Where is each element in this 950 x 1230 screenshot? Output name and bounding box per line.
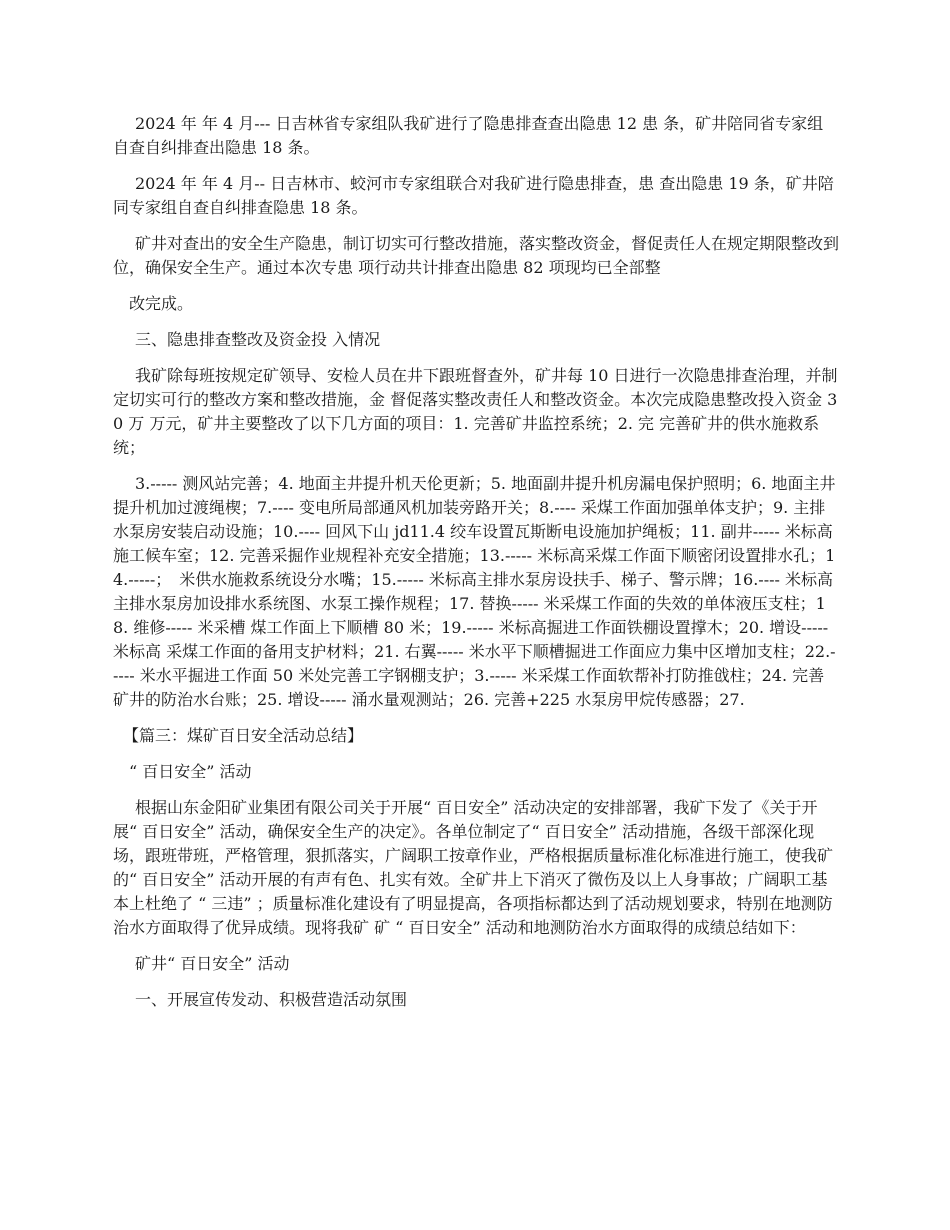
subtitle-mine-hundred-days: 矿井“ 百日安全” 活动 (135, 954, 290, 973)
document-body (113, 112, 839, 1012)
subtitle-hundred-days: “ 百日安全” 活动 (129, 762, 252, 781)
paragraph-rectification-completed: 改完成。 (129, 294, 194, 313)
paragraph-inspection-province: 2024 年 年 4 月--- 日吉林省专家组队我矿进行了隐患排查查出隐患 12 患 条，矿井陪同省专家组自查自纠排查出隐患 18 条。 (113, 114, 824, 157)
paragraph-rectification-items: 3.----- 测风站完善；4. 地面主井提升机天伦更新；5. 地面副井提升机房漏电保护照明；6. 地面主井提升机加过渡绳楔；7.---- 变电所局部通风机加装旁路开关；8.---- 采煤工作面加强单体支护；9. 主排水泵房安装启动设施；10.---- 回风下山 jd11.4 绞车设置瓦斯断电设施加护绳板；11. 副井----- 米标高施工候车室；12. 完善采掘作业规程补充安全措施；13.----- 米标高采煤工作面下顺密闭设置排水孔；14.-----； 米供水施救系统设分水嘴；15.----- 米标高主排水泵房设扶手、梯子、警示牌；16.---- 米标高主排水泵房加设排水系统图、水泵工操作规程；17. 替换----- 米采煤工作面的失效的单体液压支柱；18. 维修----- 米采槽 煤工作面上下顺槽 80 米；19.----- 米标高掘进工作面铁棚设置撑木；20. 增设----- 米标高 采煤工作面的备用支护材料；21. 右翼----- 米水平下顺槽掘进工作面应力集中区增加支柱；22.----- 米水平掘进工作面 50 米处完善工字钢棚支护；3.----- 米采煤工作面软帮补打防推戗柱；24. 完善矿井的防治水台账；25. 增设----- 涌水量观测站；26. 完善+225 水泵房甲烷传感器；27. (113, 474, 836, 709)
article-title-part-three: 【篇三：煤矿百日安全活动总结】 (123, 726, 364, 745)
section-heading-publicity: 一、开展宣传发动、积极营造活动氛围 (135, 990, 408, 1009)
section-heading-investment: 三、隐患排查整改及资金投 入情况 (135, 330, 381, 349)
paragraph-rectification-summary: 矿井对查出的安全生产隐患，制订切实可行整改措施，落实整改资金，督促责任人在规定期限整改到位，确保安全生产。通过本次专患 项行动共计排查出隐患 82 项现均已全部整 (113, 234, 840, 277)
paragraph-inspection-city: 2024 年 年 4 月-- 日吉林市、蛟河市专家组联合对我矿进行隐患排查，患 查出隐患 19 条，矿井陪同专家组自查自纠排查隐患 18 条。 (113, 174, 834, 217)
paragraph-hundred-days-summary: 根据山东金阳矿业集团有限公司关于开展“ 百日安全” 活动决定的安排部署，我矿下发了《关于开展“ 百日安全” 活动，确保安全生产的决定》。各单位制定了“ 百日安全” 活动措施，各级干部深化现场，跟班带班，严格管理，狠抓落实，广阔职工按章作业，严格根据质量标准化标准进行施工，使我矿的“ 百日安全” 活动开展的有声有色、扎实有效。全矿井上下消灭了微伤及以上人身事故；广阔职工基本上杜绝了 “ 三违” ；质量标准化建设有了明显提高，各项指标都达到了活动规划要求，特别在地测防治水方面取得了优异成绩。现将我矿 矿 “ 百日安全” 活动和地测防治水方面取得的成绩总结如下： (113, 798, 834, 937)
paragraph-investment-overview: 我矿除每班按规定矿领导、安检人员在井下跟班督查外，矿井每 10 日进行一次隐患排查治理，并制定切实可行的整改方案和整改措施，金 督促落实整改责任人和整改资金。本次完成隐患整改投入资金 30 万 万元，矿井主要整改了以下几方面的项目：1. 完善矿井监控系统；2. 完 完善矿井的供水施救系统； (113, 366, 838, 457)
